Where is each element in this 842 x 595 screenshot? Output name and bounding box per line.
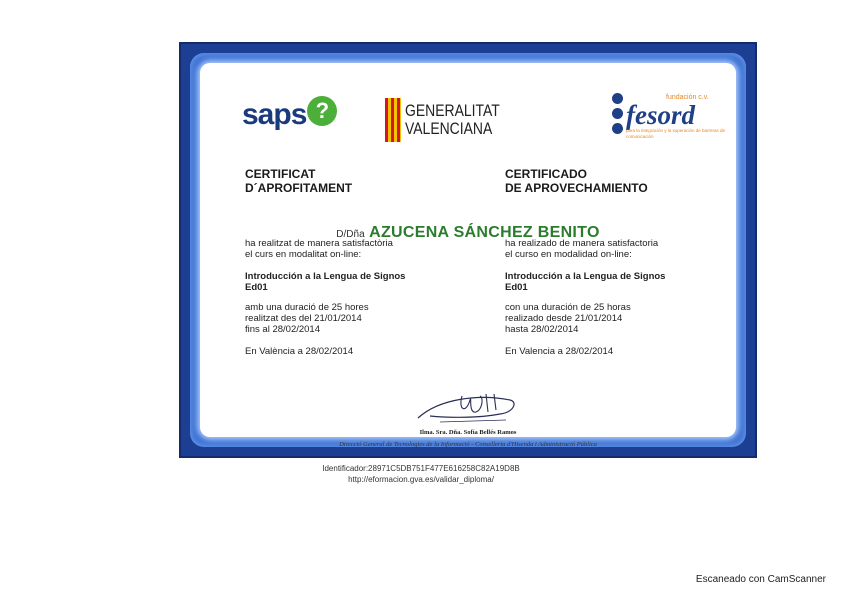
saps-logo xyxy=(242,100,337,130)
validation-url: http://eformacion.gva.es/validar_diploma/ xyxy=(348,475,494,484)
left-column: ha realitzat de manera satisfactòria el curs en modalitat on-line: Introducción a la Lengua de Signos Ed01 amb una duració de 25 hores realitzat des del 21/01/2014 fins al 28/02/2014 En València a 28/02/2014 xyxy=(245,238,406,357)
fesord-dots-icon xyxy=(612,93,623,138)
generalitat-logo-line1: GENERALITAT xyxy=(405,101,500,120)
right-column: ha realizado de manera satisfactoria el curso en modalidad on-line: Introducción a la Lengua de Signos Ed01 con una duración de 25 horas realizado desde 21/01/2014 hasta 28/02/2014 En Valencia a 28/02/2014 xyxy=(505,238,666,357)
place-date-valencian: En València a 28/02/2014 xyxy=(245,346,354,357)
heading-spanish: CERTIFICADO DE APROVECHAMIENTO xyxy=(505,167,648,195)
place-date-spanish: En Valencia a 28/02/2014 xyxy=(505,346,614,357)
fesord-logo-subtitle: para la integración y la superación de barreras de comunicación xyxy=(626,128,726,139)
certificate-identifier xyxy=(0,463,842,485)
certificate-panel xyxy=(200,63,736,448)
heading-valencian: CERTIFICAT D´APROFITAMENT xyxy=(245,167,353,195)
course-name-valencian: Introducción a la Lengua de Signos xyxy=(245,271,406,282)
saps-logo-text: saps xyxy=(242,98,307,131)
certificate-frame xyxy=(179,42,757,458)
fesord-logo-small: fundación c.v. xyxy=(666,94,709,101)
recipient-prefix: D/Dña xyxy=(336,229,365,240)
generalitat-valenciana-logo xyxy=(385,98,521,142)
fesord-logo-name: fesord xyxy=(626,100,695,130)
handwritten-signature xyxy=(410,384,530,428)
generalitat-logo-line2: VALENCIANA xyxy=(405,119,493,138)
recipient-name: AZUCENA SÁNCHEZ BENITO xyxy=(369,224,600,241)
signer-name: Ilma. Sra. Dña. Sofía Bellés Ramos xyxy=(419,429,517,436)
signer-department: Direcció General de Tecnologies de la Informació - Conselleria d'Hisenda i Administració Pública xyxy=(339,441,597,448)
identifier-code: Identificador:28971C5DB751F477E616258C82A19D8B xyxy=(322,464,520,473)
camscanner-note: Escaneado con CamScanner xyxy=(695,574,826,585)
saps-question-icon: ? xyxy=(307,96,337,126)
course-name-spanish: Introducción a la Lengua de Signos xyxy=(505,271,666,282)
senyera-flag-icon xyxy=(385,98,401,142)
fesord-logo xyxy=(612,93,736,140)
